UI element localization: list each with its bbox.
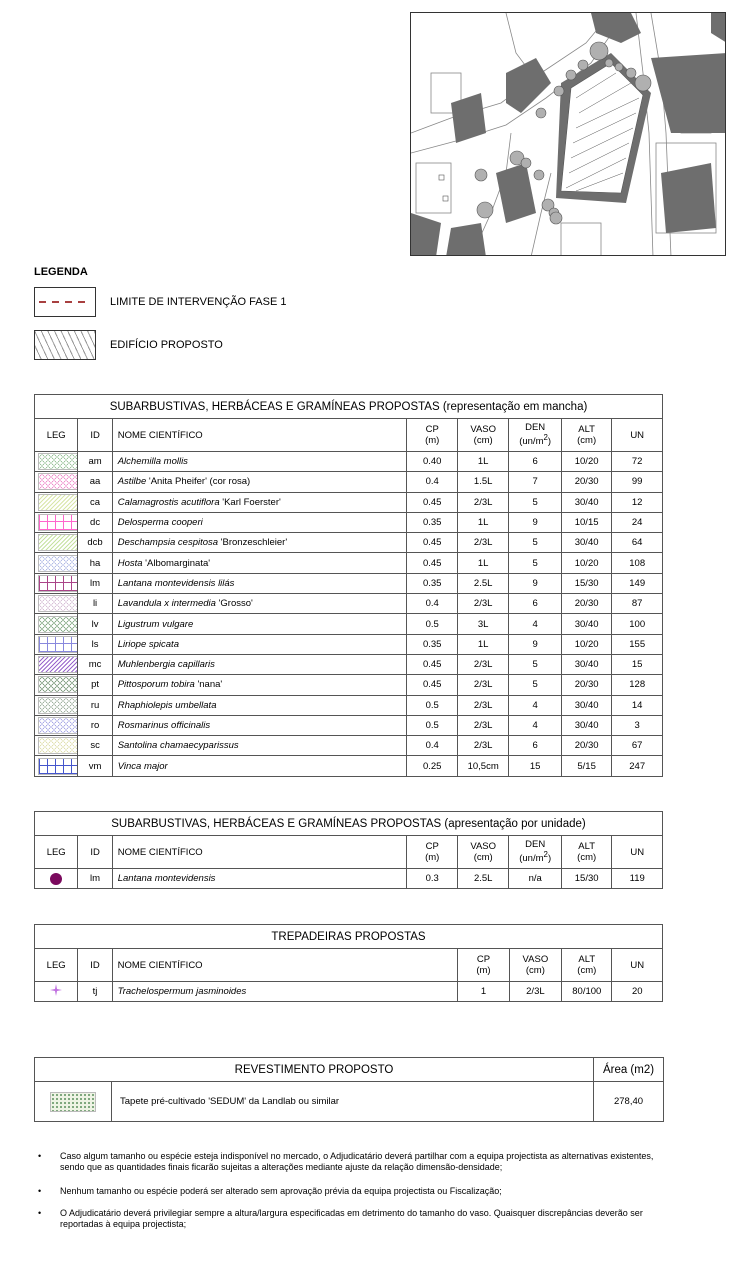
table-row: vm Vinca major 0.25 10,5cm 15 5/15 247 bbox=[35, 756, 663, 776]
pattern-swatch-icon bbox=[38, 453, 78, 470]
col-un: UN bbox=[612, 419, 663, 452]
pattern-swatch-icon bbox=[38, 514, 78, 531]
table-unidade bbox=[34, 811, 663, 889]
climber-star-icon bbox=[35, 982, 78, 1002]
legend-label: EDIFÍCIO PROPOSTO bbox=[110, 339, 223, 351]
table-row: lm Lantana montevidensis 0.3 2.5L n/a 15/30 119 bbox=[35, 869, 663, 889]
table-row: lv Ligustrum vulgare 0.5 3L 4 30/40 100 bbox=[35, 614, 663, 634]
table-row: dcb Deschampsia cespitosa 'Bronzeschleier' 0.45 2/3L 5 30/40 64 bbox=[35, 533, 663, 553]
table-header bbox=[35, 419, 663, 452]
table-row: dc Delosperma cooperi 0.35 1L 9 10/15 24 bbox=[35, 512, 663, 532]
note-item: • O Adjudicatário deverá privilegiar sempre a altura/largura especificadas em detrimento do tamanho do vaso. Quaisquer discrepâncias deverão ser reportadas à equipa projectista; bbox=[38, 1208, 643, 1229]
table-title: TREPADEIRAS PROPOSTAS bbox=[35, 925, 663, 949]
table-row: li Lavandula x intermedia 'Grosso' 0.4 2/3L 6 20/30 87 bbox=[35, 594, 663, 614]
col-name: NOME CIENTÍFICO bbox=[112, 419, 407, 452]
table-row: sc Santolina chamaecyparissus 0.4 2/3L 6 20/30 67 bbox=[35, 736, 663, 756]
col-den: DEN $(un/m^2)$ bbox=[509, 419, 561, 452]
table-title: SUBARBUSTIVAS, HERBÁCEAS E GRAMÍNEAS PROPOSTAS (representação em mancha) bbox=[35, 395, 663, 419]
table-row: mc Muhlenbergia capillaris 0.45 2/3L 5 30/40 15 bbox=[35, 654, 663, 674]
pattern-swatch-icon bbox=[38, 575, 78, 592]
dashed-line-icon bbox=[34, 287, 96, 317]
table-header: LEG ID NOME CIENTÍFICO CP (m) VASO (cm) DEN $(un/m^2)$ ALT (cm) UN bbox=[35, 836, 663, 869]
table-row: ca Calamagrostis acutiflora 'Karl Foerster' 0.45 2/3L 5 30/40 12 bbox=[35, 492, 663, 512]
sedum-swatch-icon bbox=[50, 1092, 96, 1112]
pattern-swatch-icon bbox=[38, 656, 78, 673]
legend-label: LIMITE DE INTERVENÇÃO FASE 1 bbox=[110, 296, 287, 308]
legend-item-limit bbox=[34, 287, 286, 317]
table-row: ls Liriope spicata 0.35 1L 9 10/20 155 bbox=[35, 634, 663, 654]
table-row: ru Rhaphiolepis umbellata 0.5 2/3L 4 30/40 14 bbox=[35, 695, 663, 715]
table-revestimento bbox=[34, 1057, 664, 1122]
col-id: ID bbox=[78, 419, 112, 452]
key-map bbox=[410, 12, 726, 256]
pattern-swatch-icon bbox=[38, 534, 78, 551]
pattern-swatch-icon bbox=[38, 616, 78, 633]
pattern-swatch-icon bbox=[38, 595, 78, 612]
table-row: lm Lantana montevidensis lilás 0.35 2.5L 9 15/30 149 bbox=[35, 573, 663, 593]
table-mancha bbox=[34, 394, 663, 777]
table-row: ro Rosmarinus officinalis 0.5 2/3L 4 30/40 3 bbox=[35, 715, 663, 735]
table-row: ha Hosta 'Albomarginata' 0.45 1L 5 10/20 108 bbox=[35, 553, 663, 573]
purple-dot-icon bbox=[50, 873, 62, 885]
hatched-building-icon bbox=[34, 330, 96, 360]
pattern-swatch-icon bbox=[38, 717, 78, 734]
col-cp: CP (m) bbox=[407, 419, 457, 452]
table-row: pt Pittosporum tobira 'nana' 0.45 2/3L 5 20/30 128 bbox=[35, 675, 663, 695]
note-item: • Caso algum tamanho ou espécie esteja indisponível no mercado, o Adjudicatário deverá partilhar com a equipa projectista as alternativas existentes, sendo que as quantidades finais ficarão sujeitas a alterações mediante ajuste da relação dimensão-densidade; bbox=[38, 1151, 654, 1172]
table-row: tj Trachelospermum jasminoides 1 2/3L 80/100 20 bbox=[35, 982, 663, 1002]
pattern-swatch-icon bbox=[38, 737, 78, 754]
site-plan-drawing bbox=[411, 13, 726, 256]
pattern-swatch-icon bbox=[38, 697, 78, 714]
legend-item-building bbox=[34, 330, 223, 360]
col-vaso: VASO (cm) bbox=[457, 419, 508, 452]
col-leg: LEG bbox=[35, 419, 78, 452]
note-item: • Nenhum tamanho ou espécie poderá ser alterado sem aprovação prévia da equipa projectista ou Fiscalização; bbox=[38, 1186, 502, 1196]
pattern-swatch-icon bbox=[38, 473, 78, 490]
col-area: Área (m2) bbox=[594, 1058, 664, 1082]
pattern-swatch-icon bbox=[38, 676, 78, 693]
pattern-swatch-icon bbox=[38, 758, 78, 775]
table-header: LEG ID NOME CIENTÍFICO CP (m) VASO (cm) ALT (cm) UN bbox=[35, 949, 663, 982]
table-trepadeiras bbox=[34, 924, 663, 1002]
legend-title: LEGENDA bbox=[34, 266, 88, 278]
col-alt: ALT (cm) bbox=[561, 419, 611, 452]
pattern-swatch-icon bbox=[38, 555, 78, 572]
table-row: am Alchemilla mollis 0.40 1L 6 10/20 72 bbox=[35, 452, 663, 472]
table-title: REVESTIMENTO PROPOSTO bbox=[35, 1058, 594, 1082]
table-title: SUBARBUSTIVAS, HERBÁCEAS E GRAMÍNEAS PROPOSTAS (apresentação por unidade) bbox=[35, 812, 663, 836]
table-row: aa Astilbe 'Anita Pheifer' (cor rosa) 0.4 1.5L 7 20/30 99 bbox=[35, 472, 663, 492]
table-row: Tapete pré-cultivado 'SEDUM' da Landlab ou similar 278,40 bbox=[35, 1082, 664, 1122]
pattern-swatch-icon bbox=[38, 636, 78, 653]
pattern-swatch-icon bbox=[38, 494, 78, 511]
